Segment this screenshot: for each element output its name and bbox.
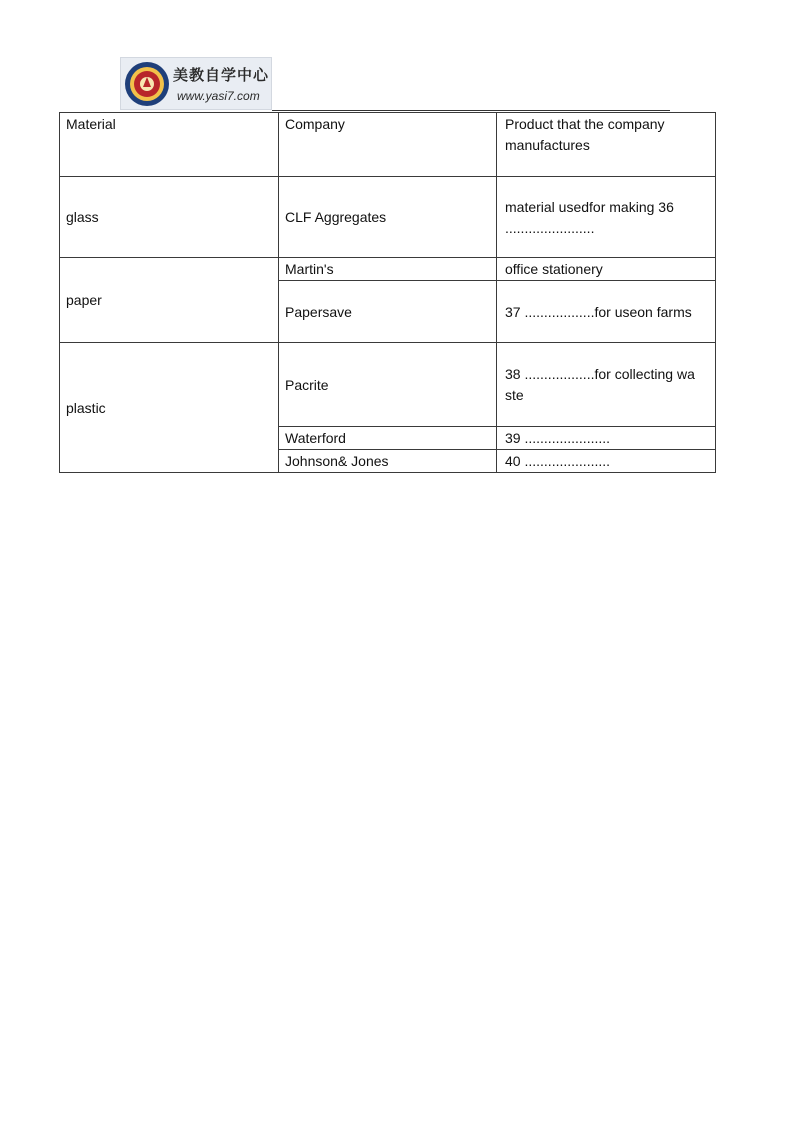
- material-cell: paper: [60, 258, 279, 343]
- company-cell: Waterford: [279, 427, 497, 450]
- material-cell: glass: [60, 177, 279, 258]
- product-cell: 39 ......................: [497, 427, 716, 450]
- header-product: Product that the company manufactures: [497, 113, 716, 177]
- product-cell: 38 ..................for collecting wa ste: [497, 343, 716, 427]
- table-row: [60, 177, 716, 258]
- logo-url: www.yasi7.com: [177, 89, 260, 103]
- seal-emblem-icon: [124, 61, 170, 107]
- product-cell: 37 ..................for useon farms: [497, 281, 716, 343]
- logo-chinese-title: 美教自学中心: [173, 66, 270, 84]
- company-cell: Papersave: [279, 281, 497, 343]
- company-cell: CLF Aggregates: [279, 177, 497, 258]
- company-cell: Pacrite: [279, 343, 497, 427]
- table-row: [60, 258, 716, 281]
- header-rule: [272, 110, 670, 111]
- table-header-row: [60, 113, 716, 177]
- table-row: [60, 343, 716, 427]
- material-cell: plastic: [60, 343, 279, 473]
- header-material: Material: [60, 113, 279, 177]
- site-logo: [120, 57, 272, 110]
- company-cell: Martin's: [279, 258, 497, 281]
- materials-table: [59, 112, 716, 473]
- product-cell: material usedfor making 36 .......................: [497, 177, 716, 258]
- header-company: Company: [279, 113, 497, 177]
- product-cell: office stationery: [497, 258, 716, 281]
- product-cell: 40 ......................: [497, 450, 716, 473]
- company-cell: Johnson& Jones: [279, 450, 497, 473]
